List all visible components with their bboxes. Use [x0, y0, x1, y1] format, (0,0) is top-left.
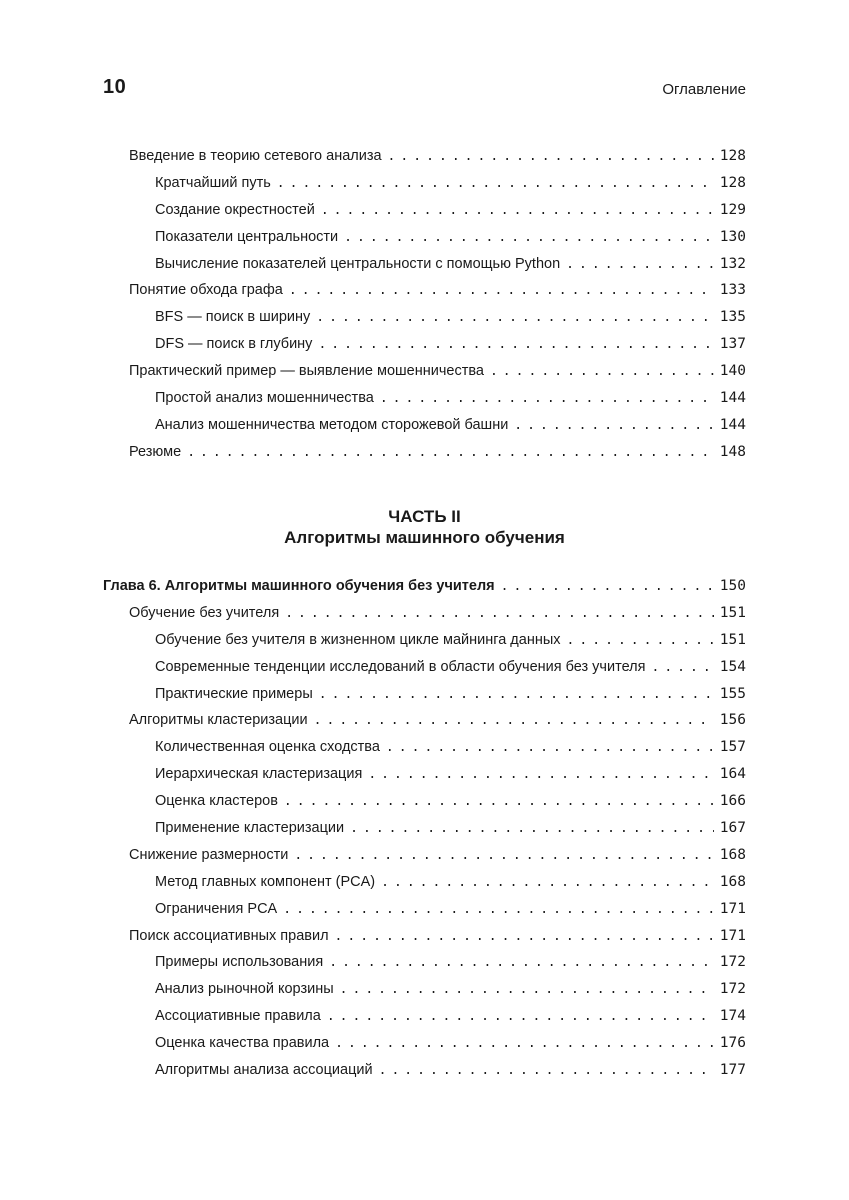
dot-leader [651, 655, 713, 682]
toc-entry [103, 842, 746, 869]
toc-entry [103, 654, 746, 681]
toc-entry-page: 168 [719, 873, 746, 890]
dot-leader [284, 789, 714, 816]
toc-entry-page: 155 [719, 685, 746, 702]
toc-entry [103, 788, 746, 815]
toc-entry [103, 170, 746, 197]
toc-entry-title: Иерархическая кластеризация [155, 766, 363, 783]
toc-entry-title: Простой анализ мошенничества [155, 390, 374, 407]
toc-entry-title: Оценка кластеров [155, 793, 278, 810]
toc-entry [103, 197, 746, 224]
toc-chapter-entry [103, 573, 746, 600]
toc-entry-title: Метод главных компонент (PCA) [155, 873, 376, 890]
toc-entry-title: Кратчайший путь [155, 174, 271, 191]
toc-entry-page: 174 [719, 1008, 746, 1025]
toc-entry-page: 140 [719, 363, 746, 380]
toc-entry-page: 157 [719, 739, 746, 756]
toc-entry-title: DFS — поиск в глубину [155, 336, 313, 353]
toc-entry-title: Анализ мошенничества методом сторожевой башни [155, 416, 509, 433]
toc-entry [103, 1003, 746, 1030]
toc-entry-page: 168 [719, 846, 746, 863]
toc-entry [103, 976, 746, 1003]
toc-entry-title: Алгоритмы кластеризации [129, 712, 308, 729]
toc-entry-page: 130 [719, 228, 746, 245]
toc-entry-page: 172 [719, 954, 746, 971]
toc-entry-title: Оценка качества правила [155, 1035, 330, 1052]
toc-entry [103, 385, 746, 412]
toc-entry-title: Снижение размерности [129, 846, 289, 863]
dot-leader [350, 816, 714, 843]
dot-leader [277, 171, 714, 198]
toc-entry-page: 171 [719, 927, 746, 944]
dot-leader [329, 950, 714, 977]
toc-entry [103, 761, 746, 788]
dot-leader [314, 708, 714, 735]
toc-entry-page: 137 [719, 336, 746, 353]
toc-entry-page: 176 [719, 1035, 746, 1052]
dot-leader [379, 1058, 714, 1085]
toc-entry-title: Ассоциативные правила [155, 1008, 321, 1025]
dot-leader [283, 897, 714, 924]
toc-entry-page: 154 [719, 658, 746, 675]
toc-entry-title: Анализ рыночной корзины [155, 981, 334, 998]
toc-entry-page: 151 [719, 631, 746, 648]
toc-entry-page: 132 [719, 255, 746, 272]
toc-entry [103, 277, 746, 304]
dot-leader [289, 278, 714, 305]
toc-entry-title: BFS — поиск в ширину [155, 309, 311, 326]
toc-entry [103, 331, 746, 358]
toc-entry-page: 129 [719, 201, 746, 218]
toc-entry-title: Глава 6. Алгоритмы машинного обучения без учителя [103, 578, 495, 594]
toc-entry [103, 1030, 746, 1057]
toc-entry [103, 815, 746, 842]
dot-leader [340, 977, 714, 1004]
toc-entry [103, 734, 746, 761]
toc-entry-title: Резюме [129, 443, 182, 460]
toc-entry [103, 304, 746, 331]
toc-entry-page: 135 [719, 309, 746, 326]
toc-entry [103, 869, 746, 896]
part-title: Алгоритмы машинного обучения [284, 528, 565, 547]
dot-leader [344, 225, 714, 252]
toc-entry-page: 148 [719, 443, 746, 460]
toc-entry-title: Алгоритмы анализа ассоциаций [155, 1062, 373, 1079]
page-number: 10 [103, 76, 127, 98]
toc-entry-page: 166 [719, 793, 746, 810]
dot-leader [368, 762, 713, 789]
toc-entry-page: 150 [719, 578, 746, 594]
toc-entry [103, 1057, 746, 1084]
part-heading [103, 506, 746, 549]
toc-entry-page: 171 [719, 900, 746, 917]
toc-entry-page: 144 [719, 416, 746, 433]
toc-entry [103, 681, 746, 708]
toc-entry-page: 172 [719, 981, 746, 998]
toc-entry [103, 358, 746, 385]
toc-entry-title: Понятие обхода графа [129, 282, 283, 299]
toc-list-top [103, 143, 746, 466]
toc-entry-title: Показатели центральности [155, 228, 339, 245]
dot-leader [335, 1031, 714, 1058]
toc-entry [103, 896, 746, 923]
dot-leader [285, 601, 714, 628]
toc-entry-title: Введение в теорию сетевого анализа [129, 148, 382, 164]
dot-leader [335, 924, 714, 951]
toc-entry [103, 412, 746, 439]
toc-entry-title: Количественная оценка сходства [155, 739, 380, 756]
toc-entry-title: Создание окрестностей [155, 201, 315, 218]
toc-entry-title: Обучение без учителя в жизненном цикле майнинга данных [155, 631, 561, 648]
dot-leader [388, 144, 714, 171]
toc-entry-page: 144 [719, 390, 746, 407]
toc-entry-page: 177 [719, 1062, 746, 1079]
dot-leader [327, 1004, 714, 1031]
toc-entry-page: 133 [719, 282, 746, 299]
toc-entry [103, 707, 746, 734]
toc-entry-title: Практические примеры [155, 685, 313, 702]
dot-leader [294, 843, 713, 870]
dot-leader [567, 628, 714, 655]
toc-entry-title: Применение кластеризации [155, 820, 345, 837]
toc-entry-page: 151 [719, 604, 746, 621]
toc-entry-title: Поиск ассоциативных правил [129, 927, 329, 944]
dot-leader [321, 198, 714, 225]
toc-entry [103, 439, 746, 466]
toc-entry-page: 128 [719, 174, 746, 191]
toc-entry-title: Ограничения PCA [155, 900, 278, 917]
toc-entry-title: Примеры использования [155, 954, 324, 971]
toc-entry-title: Современные тенденции исследований в области обучения без учителя [155, 658, 646, 675]
toc-entry-page: 167 [719, 820, 746, 837]
dot-leader [187, 440, 714, 467]
toc-entry-page: 128 [719, 148, 746, 164]
toc-entry [103, 224, 746, 251]
dot-leader [386, 735, 714, 762]
toc-entry-title: Вычисление показателей центральности с помощью Python [155, 255, 561, 272]
toc-entry [103, 143, 746, 170]
part-label: ЧАСТЬ II [388, 507, 461, 526]
dot-leader [316, 305, 714, 332]
toc-entry-title: Обучение без учителя [129, 604, 280, 621]
toc-entry [103, 949, 746, 976]
toc-list-bottom [103, 573, 746, 1084]
dot-leader [514, 413, 714, 440]
dot-leader [501, 574, 714, 601]
toc-entry [103, 600, 746, 627]
dot-leader [319, 682, 714, 709]
dot-leader [490, 359, 714, 386]
toc-entry [103, 923, 746, 950]
toc-entry [103, 627, 746, 654]
dot-leader [381, 870, 714, 897]
toc-entry-page: 164 [719, 766, 746, 783]
toc-entry-page: 156 [719, 712, 746, 729]
running-title: Оглавление [662, 81, 746, 98]
toc-entry [103, 251, 746, 278]
dot-leader [566, 252, 714, 279]
dot-leader [380, 386, 714, 413]
dot-leader [318, 332, 713, 359]
toc-entry-title: Практический пример — выявление мошенничества [129, 363, 484, 380]
